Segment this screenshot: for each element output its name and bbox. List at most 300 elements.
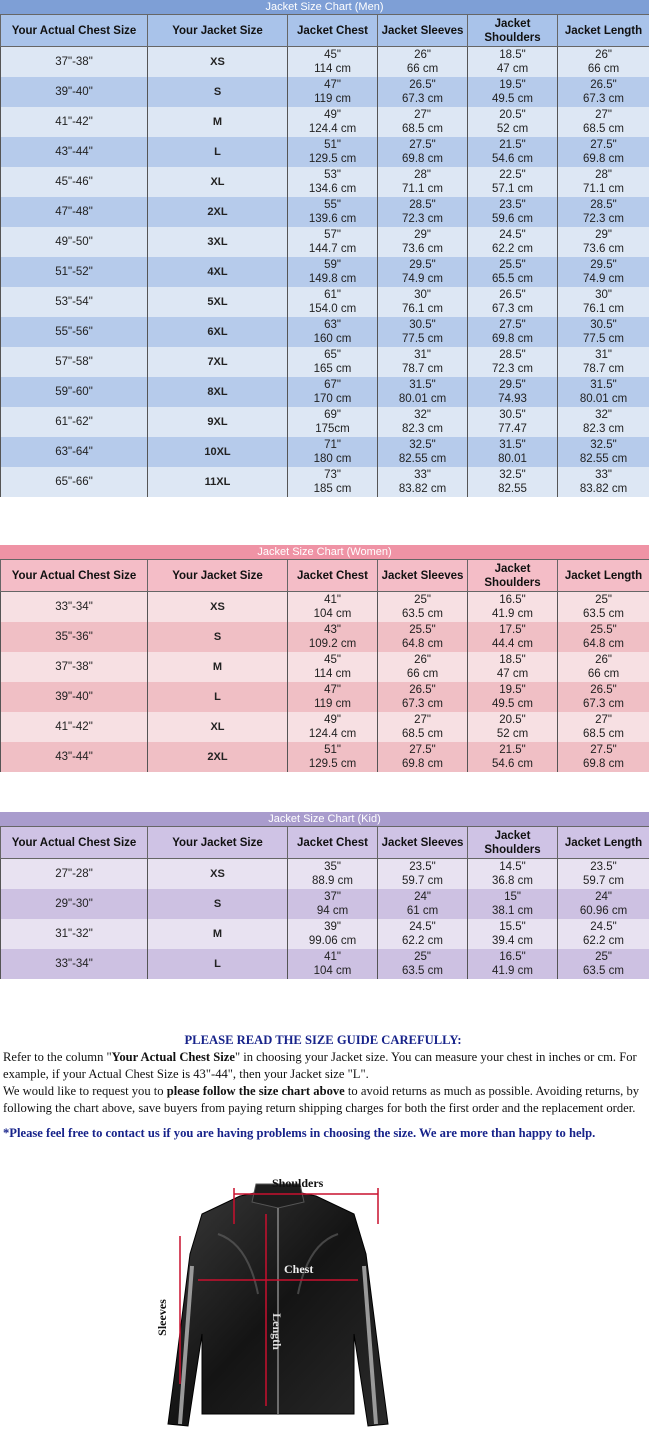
guide-text: We would like to request you to xyxy=(3,1084,167,1098)
cm-value: 52 cm xyxy=(468,727,557,741)
jacket-size-cell: 9XL xyxy=(148,407,288,437)
cm-value: 73.6 cm xyxy=(558,242,649,256)
cm-value: 39.4 cm xyxy=(468,934,557,948)
table-row xyxy=(1,377,649,407)
length-label: Length xyxy=(269,1313,284,1350)
cm-value: 68.5 cm xyxy=(378,122,467,136)
jacket-sleeves-cell xyxy=(378,377,468,407)
chest-size-cell: 63"-64" xyxy=(1,437,148,467)
jacket-sleeves-cell xyxy=(378,949,468,979)
cm-value: 65.5 cm xyxy=(468,272,557,286)
inch-value: 49" xyxy=(288,108,377,122)
jacket-sleeves-cell xyxy=(378,317,468,347)
jacket-chest-cell xyxy=(288,467,378,497)
cm-value: 77.5 cm xyxy=(378,332,467,346)
cm-value: 99.06 cm xyxy=(288,934,377,948)
jacket-shoulders-cell xyxy=(468,919,558,949)
jacket-size-cell: 2XL xyxy=(148,742,288,772)
jacket-length-cell xyxy=(558,137,649,167)
table-row xyxy=(1,919,649,949)
inch-value: 33" xyxy=(378,468,467,482)
jacket-length-cell xyxy=(558,407,649,437)
chest-size-cell: 43"-44" xyxy=(1,742,148,772)
inch-value: 41" xyxy=(288,950,377,964)
chest-size-cell: 33"-34" xyxy=(1,592,148,623)
guide-text: " in choosing your Jacket size. You can measure your chest in inches or cm. For example, if your Actual Chest Size is 43"-44", then your Jacket size "L". xyxy=(3,1050,637,1081)
inch-value: 57" xyxy=(288,228,377,242)
inch-value: 26" xyxy=(558,48,649,62)
jacket-sleeves-cell xyxy=(378,652,468,682)
jacket-size-cell: XS xyxy=(148,859,288,890)
cm-value: 68.5 cm xyxy=(558,727,649,741)
jacket-size-cell: S xyxy=(148,889,288,919)
jacket-illustration xyxy=(158,1174,398,1434)
cm-value: 119 cm xyxy=(288,697,377,711)
cm-value: 88.9 cm xyxy=(288,874,377,888)
cm-value: 83.82 cm xyxy=(558,482,649,496)
cm-value: 82.55 cm xyxy=(558,452,649,466)
inch-value: 73" xyxy=(288,468,377,482)
column-header: Your Actual Chest Size xyxy=(1,827,148,859)
chest-size-cell: 47"-48" xyxy=(1,197,148,227)
table-row xyxy=(1,592,649,623)
table-row xyxy=(1,107,649,137)
jacket-size-cell: XS xyxy=(148,47,288,78)
guide-text: Refer to the column " xyxy=(3,1050,112,1064)
inch-value: 29.5" xyxy=(468,378,557,392)
jacket-size-cell: 6XL xyxy=(148,317,288,347)
jacket-size-cell: M xyxy=(148,652,288,682)
jacket-shoulders-cell xyxy=(468,317,558,347)
jacket-length-cell xyxy=(558,467,649,497)
jacket-length-cell xyxy=(558,712,649,742)
cm-value: 71.1 cm xyxy=(558,182,649,196)
guide-emphasis: Your Actual Chest Size xyxy=(112,1050,235,1064)
jacket-sleeves-cell xyxy=(378,107,468,137)
cm-value: 80.01 cm xyxy=(558,392,649,406)
inch-value: 32.5" xyxy=(558,438,649,452)
jacket-sleeves-cell xyxy=(378,712,468,742)
jacket-shoulders-cell xyxy=(468,287,558,317)
jacket-chest-cell xyxy=(288,712,378,742)
jacket-sleeves-cell xyxy=(378,859,468,890)
inch-value: 31" xyxy=(558,348,649,362)
size-guide xyxy=(3,1032,643,1142)
inch-value: 51" xyxy=(288,743,377,757)
jacket-sleeves-cell xyxy=(378,742,468,772)
cm-value: 69.8 cm xyxy=(468,332,557,346)
column-header: Your Jacket Size xyxy=(148,560,288,592)
jacket-sleeves-cell xyxy=(378,622,468,652)
cm-value: 80.01 xyxy=(468,452,557,466)
cm-value: 47 cm xyxy=(468,62,557,76)
cm-value: 69.8 cm xyxy=(378,152,467,166)
cm-value: 38.1 cm xyxy=(468,904,557,918)
inch-value: 27" xyxy=(378,713,467,727)
cm-value: 114 cm xyxy=(288,62,377,76)
cm-value: 170 cm xyxy=(288,392,377,406)
inch-value: 32.5" xyxy=(468,468,557,482)
inch-value: 30" xyxy=(378,288,467,302)
chest-size-cell: 31"-32" xyxy=(1,919,148,949)
jacket-shoulders-cell xyxy=(468,889,558,919)
cm-value: 54.6 cm xyxy=(468,152,557,166)
chest-label: Chest xyxy=(284,1262,313,1277)
column-header: Jacket Chest xyxy=(288,560,378,592)
inch-value: 26" xyxy=(558,653,649,667)
inch-value: 16.5" xyxy=(468,593,557,607)
cm-value: 63.5 cm xyxy=(558,607,649,621)
cm-value: 69.8 cm xyxy=(378,757,467,771)
jacket-length-cell xyxy=(558,197,649,227)
jacket-length-cell xyxy=(558,167,649,197)
inch-value: 27.5" xyxy=(378,743,467,757)
jacket-chest-cell xyxy=(288,167,378,197)
chest-size-cell: 27"-28" xyxy=(1,859,148,890)
jacket-shoulders-cell xyxy=(468,377,558,407)
table-row xyxy=(1,949,649,979)
jacket-chest-cell xyxy=(288,137,378,167)
jacket-chest-cell xyxy=(288,227,378,257)
jacket-chest-cell xyxy=(288,77,378,107)
chest-size-cell: 45"-46" xyxy=(1,167,148,197)
inch-value: 26.5" xyxy=(558,683,649,697)
inch-value: 43" xyxy=(288,623,377,637)
inch-value: 69" xyxy=(288,408,377,422)
inch-value: 49" xyxy=(288,713,377,727)
jacket-size-cell: 3XL xyxy=(148,227,288,257)
women-chart-title: Jacket Size Chart (Women) xyxy=(0,545,649,559)
jacket-chest-cell xyxy=(288,652,378,682)
cm-value: 64.8 cm xyxy=(558,637,649,651)
chest-size-cell: 41"-42" xyxy=(1,107,148,137)
jacket-chest-cell xyxy=(288,347,378,377)
column-header: Your Actual Chest Size xyxy=(1,15,148,47)
jacket-chest-cell xyxy=(288,437,378,467)
table-row xyxy=(1,77,649,107)
cm-value: 74.93 xyxy=(468,392,557,406)
jacket-length-cell xyxy=(558,682,649,712)
table-row xyxy=(1,889,649,919)
chest-size-cell: 51"-52" xyxy=(1,257,148,287)
inch-value: 25" xyxy=(378,593,467,607)
chest-size-cell: 65"-66" xyxy=(1,467,148,497)
jacket-sleeves-cell xyxy=(378,407,468,437)
jacket-size-cell: L xyxy=(148,682,288,712)
column-header: Jacket Length xyxy=(558,560,649,592)
inch-value: 16.5" xyxy=(468,950,557,964)
inch-value: 26" xyxy=(378,48,467,62)
jacket-shoulders-cell xyxy=(468,742,558,772)
cm-value: 94 cm xyxy=(288,904,377,918)
cm-value: 49.5 cm xyxy=(468,92,557,106)
jacket-length-cell xyxy=(558,859,649,890)
jacket-sleeves-cell xyxy=(378,257,468,287)
cm-value: 62.2 cm xyxy=(468,242,557,256)
jacket-chest-cell xyxy=(288,407,378,437)
jacket-shoulders-cell xyxy=(468,167,558,197)
jacket-length-cell xyxy=(558,257,649,287)
column-header: Jacket Chest xyxy=(288,15,378,47)
chest-size-cell: 37"-38" xyxy=(1,652,148,682)
inch-value: 25.5" xyxy=(378,623,467,637)
cm-value: 63.5 cm xyxy=(378,964,467,978)
jacket-chest-cell xyxy=(288,592,378,623)
column-header: Jacket Length xyxy=(558,827,649,859)
cm-value: 54.6 cm xyxy=(468,757,557,771)
jacket-chest-cell xyxy=(288,317,378,347)
cm-value: 119 cm xyxy=(288,92,377,106)
inch-value: 37" xyxy=(288,890,377,904)
table-row xyxy=(1,137,649,167)
cm-value: 144.7 cm xyxy=(288,242,377,256)
inch-value: 32" xyxy=(378,408,467,422)
table-row xyxy=(1,437,649,467)
cm-value: 104 cm xyxy=(288,964,377,978)
jacket-length-cell xyxy=(558,77,649,107)
jacket-sleeves-cell xyxy=(378,889,468,919)
jacket-sleeves-cell xyxy=(378,682,468,712)
jacket-chest-cell xyxy=(288,682,378,712)
column-header: Jacket Shoulders xyxy=(468,827,558,859)
table-row xyxy=(1,167,649,197)
cm-value: 62.2 cm xyxy=(378,934,467,948)
cm-value: 72.3 cm xyxy=(558,212,649,226)
jacket-length-cell xyxy=(558,889,649,919)
inch-value: 29" xyxy=(378,228,467,242)
shoulders-label: Shoulders xyxy=(272,1176,323,1191)
jacket-size-cell: L xyxy=(148,137,288,167)
jacket-size-cell: 7XL xyxy=(148,347,288,377)
jacket-sleeves-cell xyxy=(378,437,468,467)
cm-value: 71.1 cm xyxy=(378,182,467,196)
cm-value: 134.6 cm xyxy=(288,182,377,196)
jacket-sleeves-cell xyxy=(378,592,468,623)
column-header: Jacket Length xyxy=(558,15,649,47)
column-header: Jacket Sleeves xyxy=(378,827,468,859)
cm-value: 67.3 cm xyxy=(558,697,649,711)
inch-value: 27" xyxy=(558,108,649,122)
jacket-chest-cell xyxy=(288,859,378,890)
inch-value: 61" xyxy=(288,288,377,302)
inch-value: 45" xyxy=(288,48,377,62)
inch-value: 59" xyxy=(288,258,377,272)
inch-value: 25.5" xyxy=(558,623,649,637)
jacket-shoulders-cell xyxy=(468,257,558,287)
cm-value: 41.9 cm xyxy=(468,607,557,621)
cm-value: 154.0 cm xyxy=(288,302,377,316)
jacket-shoulders-cell xyxy=(468,467,558,497)
jacket-sleeves-cell xyxy=(378,197,468,227)
jacket-sleeves-cell xyxy=(378,77,468,107)
inch-value: 29.5" xyxy=(378,258,467,272)
jacket-chest-cell xyxy=(288,287,378,317)
jacket-shoulders-cell xyxy=(468,652,558,682)
inch-value: 23.5" xyxy=(468,198,557,212)
jacket-size-cell: XS xyxy=(148,592,288,623)
cm-value: 165 cm xyxy=(288,362,377,376)
inch-value: 21.5" xyxy=(468,743,557,757)
guide-emphasis: please follow the size chart above xyxy=(167,1084,345,1098)
jacket-chest-cell xyxy=(288,919,378,949)
inch-value: 47" xyxy=(288,683,377,697)
cm-value: 59.7 cm xyxy=(558,874,649,888)
inch-value: 18.5" xyxy=(468,653,557,667)
inch-value: 26.5" xyxy=(378,78,467,92)
cm-value: 82.55 xyxy=(468,482,557,496)
jacket-shoulders-cell xyxy=(468,107,558,137)
column-header: Your Jacket Size xyxy=(148,15,288,47)
column-header: Jacket Chest xyxy=(288,827,378,859)
cm-value: 129.5 cm xyxy=(288,152,377,166)
cm-value: 82.3 cm xyxy=(558,422,649,436)
cm-value: 76.1 cm xyxy=(378,302,467,316)
table-row xyxy=(1,467,649,497)
cm-value: 149.8 cm xyxy=(288,272,377,286)
cm-value: 76.1 cm xyxy=(558,302,649,316)
cm-value: 129.5 cm xyxy=(288,757,377,771)
jacket-chest-cell xyxy=(288,377,378,407)
chest-size-cell: 43"-44" xyxy=(1,137,148,167)
jacket-size-cell: S xyxy=(148,622,288,652)
cm-value: 67.3 cm xyxy=(468,302,557,316)
table-row xyxy=(1,287,649,317)
jacket-length-cell xyxy=(558,227,649,257)
inch-value: 24.5" xyxy=(468,228,557,242)
cm-value: 57.1 cm xyxy=(468,182,557,196)
cm-value: 64.8 cm xyxy=(378,637,467,651)
jacket-sleeves-cell xyxy=(378,919,468,949)
cm-value: 68.5 cm xyxy=(558,122,649,136)
cm-value: 47 cm xyxy=(468,667,557,681)
cm-value: 78.7 cm xyxy=(558,362,649,376)
column-header: Your Actual Chest Size xyxy=(1,560,148,592)
jacket-size-cell: M xyxy=(148,919,288,949)
jacket-length-cell xyxy=(558,742,649,772)
cm-value: 41.9 cm xyxy=(468,964,557,978)
inch-value: 27.5" xyxy=(558,138,649,152)
jacket-length-cell xyxy=(558,437,649,467)
cm-value: 74.9 cm xyxy=(558,272,649,286)
cm-value: 49.5 cm xyxy=(468,697,557,711)
jacket-chest-cell xyxy=(288,622,378,652)
inch-value: 30.5" xyxy=(468,408,557,422)
inch-value: 31.5" xyxy=(468,438,557,452)
inch-value: 18.5" xyxy=(468,48,557,62)
inch-value: 39" xyxy=(288,920,377,934)
cm-value: 60.96 cm xyxy=(558,904,649,918)
contact-note: *Please feel free to contact us if you are having problems in choosing the size. We are more than happy to help. xyxy=(3,1125,643,1142)
women-size-table xyxy=(0,559,649,772)
inch-value: 29" xyxy=(558,228,649,242)
table-row xyxy=(1,257,649,287)
chest-size-cell: 41"-42" xyxy=(1,712,148,742)
jacket-sleeves-cell xyxy=(378,137,468,167)
chest-size-cell: 33"-34" xyxy=(1,949,148,979)
cm-value: 59.7 cm xyxy=(378,874,467,888)
jacket-chest-cell xyxy=(288,742,378,772)
cm-value: 82.55 cm xyxy=(378,452,467,466)
guide-paragraph-returns xyxy=(3,1083,643,1117)
jacket-length-cell xyxy=(558,592,649,623)
cm-value: 69.8 cm xyxy=(558,152,649,166)
cm-value: 68.5 cm xyxy=(378,727,467,741)
chest-size-cell: 39"-40" xyxy=(1,77,148,107)
jacket-length-cell xyxy=(558,47,649,78)
cm-value: 114 cm xyxy=(288,667,377,681)
inch-value: 28" xyxy=(558,168,649,182)
jacket-shoulders-cell xyxy=(468,407,558,437)
inch-value: 24" xyxy=(378,890,467,904)
cm-value: 67.3 cm xyxy=(378,697,467,711)
men-size-table xyxy=(0,14,649,497)
kid-size-table xyxy=(0,826,649,979)
jacket-length-cell xyxy=(558,107,649,137)
table-row xyxy=(1,859,649,890)
cm-value: 185 cm xyxy=(288,482,377,496)
jacket-chest-cell xyxy=(288,889,378,919)
cm-value: 160 cm xyxy=(288,332,377,346)
cm-value: 61 cm xyxy=(378,904,467,918)
jacket-shoulders-cell xyxy=(468,47,558,78)
inch-value: 67" xyxy=(288,378,377,392)
inch-value: 23.5" xyxy=(378,860,467,874)
cm-value: 82.3 cm xyxy=(378,422,467,436)
inch-value: 30" xyxy=(558,288,649,302)
inch-value: 30.5" xyxy=(558,318,649,332)
inch-value: 28.5" xyxy=(468,348,557,362)
jacket-length-cell xyxy=(558,949,649,979)
table-row xyxy=(1,682,649,712)
inch-value: 26.5" xyxy=(378,683,467,697)
inch-value: 32" xyxy=(558,408,649,422)
jacket-sleeves-cell xyxy=(378,167,468,197)
jacket-shoulders-cell xyxy=(468,437,558,467)
inch-value: 55" xyxy=(288,198,377,212)
cm-value: 72.3 cm xyxy=(468,362,557,376)
jacket-length-cell xyxy=(558,377,649,407)
jacket-chest-cell xyxy=(288,949,378,979)
chest-size-cell: 59"-60" xyxy=(1,377,148,407)
inch-value: 21.5" xyxy=(468,138,557,152)
jacket-size-cell: S xyxy=(148,77,288,107)
column-header: Your Jacket Size xyxy=(148,827,288,859)
table-row xyxy=(1,347,649,377)
inch-value: 24" xyxy=(558,890,649,904)
jacket-length-cell xyxy=(558,652,649,682)
inch-value: 71" xyxy=(288,438,377,452)
inch-value: 15.5" xyxy=(468,920,557,934)
inch-value: 47" xyxy=(288,78,377,92)
inch-value: 29.5" xyxy=(558,258,649,272)
cm-value: 73.6 cm xyxy=(378,242,467,256)
inch-value: 31.5" xyxy=(558,378,649,392)
inch-value: 28.5" xyxy=(378,198,467,212)
men-size-chart xyxy=(0,0,649,497)
inch-value: 24.5" xyxy=(378,920,467,934)
inch-value: 65" xyxy=(288,348,377,362)
inch-value: 25" xyxy=(558,950,649,964)
inch-value: 23.5" xyxy=(558,860,649,874)
cm-value: 180 cm xyxy=(288,452,377,466)
cm-value: 66 cm xyxy=(378,62,467,76)
inch-value: 28.5" xyxy=(558,198,649,212)
jacket-sleeves-cell xyxy=(378,47,468,78)
jacket-length-cell xyxy=(558,287,649,317)
jacket-size-cell: 8XL xyxy=(148,377,288,407)
inch-value: 26.5" xyxy=(468,288,557,302)
jacket-sleeves-cell xyxy=(378,347,468,377)
